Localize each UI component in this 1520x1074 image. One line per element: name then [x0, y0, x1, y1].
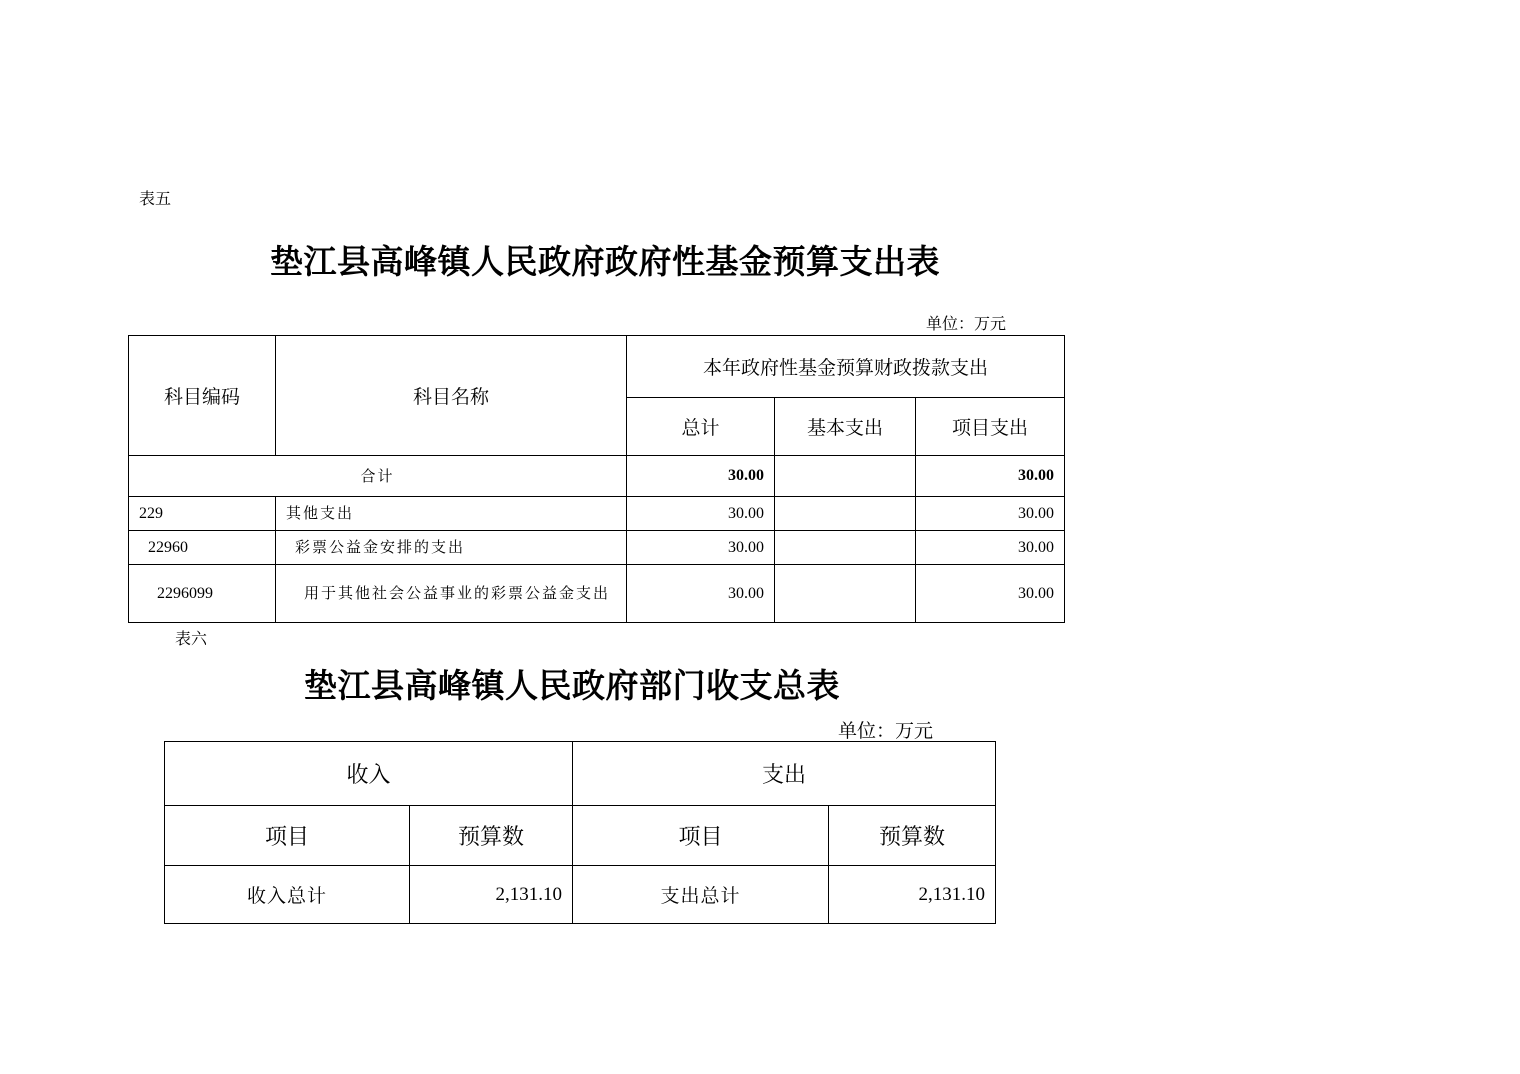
- summary-project: 30.00: [916, 456, 1065, 497]
- table5: [128, 335, 1065, 623]
- header-total: 总计: [627, 398, 775, 456]
- summary-row: [129, 456, 1065, 497]
- table5-unit: 单位：万元: [926, 316, 1007, 333]
- header-item-income: 项目: [165, 806, 410, 866]
- income-total-value: 2,131.10: [410, 866, 573, 924]
- row-total: 30.00: [627, 565, 775, 623]
- income-total-label: 收入总计: [165, 866, 410, 924]
- header-name: 科目名称: [276, 336, 627, 456]
- row-name: 用于其他社会公益事业的彩票公益金支出: [276, 565, 627, 623]
- summary-label: 合计: [129, 456, 627, 497]
- table-row: [129, 531, 1065, 565]
- expense-total-label: 支出总计: [573, 866, 829, 924]
- row-project: 30.00: [916, 531, 1065, 565]
- header-project: 项目支出: [916, 398, 1065, 456]
- header-budget-income: 预算数: [410, 806, 573, 866]
- row-total: 30.00: [627, 531, 775, 565]
- row-code: 22960: [129, 531, 276, 565]
- header-income: 收入: [165, 742, 573, 806]
- table6-unit: 单位：万元: [838, 721, 934, 742]
- header-item-expense: 项目: [573, 806, 829, 866]
- totals-row: [165, 866, 996, 924]
- table5-label: 表五: [139, 191, 172, 208]
- table-row: [129, 497, 1065, 531]
- summary-basic: [775, 456, 916, 497]
- expense-total-value: 2,131.10: [829, 866, 996, 924]
- row-basic: [775, 565, 916, 623]
- header-group: 本年政府性基金预算财政拨款支出: [627, 336, 1065, 398]
- row-code: 229: [129, 497, 276, 531]
- table5-title: 垫江县高峰镇人民政府政府性基金预算支出表: [270, 242, 940, 281]
- header-budget-expense: 预算数: [829, 806, 996, 866]
- table6-label: 表六: [175, 631, 208, 648]
- header-basic: 基本支出: [775, 398, 916, 456]
- row-name: 其他支出: [276, 497, 627, 531]
- row-project: 30.00: [916, 565, 1065, 623]
- row-basic: [775, 497, 916, 531]
- header-code: 科目编码: [129, 336, 276, 456]
- summary-total: 30.00: [627, 456, 775, 497]
- row-name: 彩票公益金安排的支出: [276, 531, 627, 565]
- table-row: [129, 565, 1065, 623]
- row-basic: [775, 531, 916, 565]
- row-total: 30.00: [627, 497, 775, 531]
- header-expense: 支出: [573, 742, 996, 806]
- table6: [164, 741, 996, 924]
- table6-title: 垫江县高峰镇人民政府部门收支总表: [304, 666, 840, 705]
- row-project: 30.00: [916, 497, 1065, 531]
- row-code: 2296099: [129, 565, 276, 623]
